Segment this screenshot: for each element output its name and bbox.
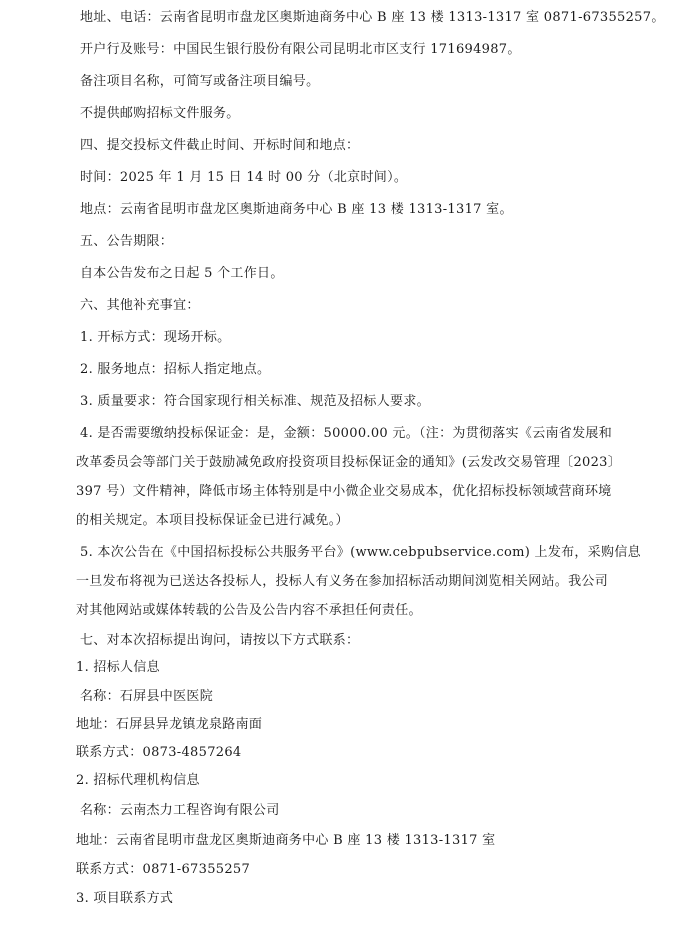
item-2-line: 2. 服务地点：招标人指定地点。 <box>80 362 271 377</box>
section-6-heading: 六、其他补充事宜： <box>80 298 200 313</box>
item-5-line-3: 对其他网站或媒体转载的公告及公告内容不承担任何责任。 <box>76 603 422 618</box>
no-mail-line: 不提供邮购招标文件服务。 <box>80 106 240 121</box>
item-4-line-3: 397 号）文件精神，降低市场主体特别是中小微企业交易成本，优化招标投标领域营商环境 <box>76 484 612 499</box>
section-4-heading: 四、提交投标文件截止时间、开标时间和地点： <box>80 138 360 153</box>
section-7-heading: 七、对本次招标提出询问，请按以下方式联系： <box>80 633 360 648</box>
tenderer-name-line: 名称：石屏县中医医院 <box>80 689 214 704</box>
project-contact-heading: 3. 项目联系方式 <box>76 891 174 906</box>
tenderer-info-heading: 1. 招标人信息 <box>76 660 160 675</box>
agency-name-line: 名称：云南杰力工程咨询有限公司 <box>80 803 280 818</box>
remark-line: 备注项目名称，可简写或备注项目编号。 <box>80 74 320 89</box>
agency-address-line: 地址：云南省昆明市盘龙区奥斯迪商务中心 B 座 13 楼 1313-1317 室 <box>76 833 496 848</box>
item-4-line-1: 4. 是否需要缴纳投标保证金：是，金额：50000.00 元。（注：为贯彻落实《云南省发展和 <box>80 426 612 441</box>
item-5-line-2: 一旦发布将视为已送达各投标人，投标人有义务在参加招标活动期间浏览相关网站。我公司 <box>76 574 609 589</box>
item-3-line: 3. 质量要求：符合国家现行相关标准、规范及招标人要求。 <box>80 394 430 409</box>
deadline-place-line: 地点：云南省昆明市盘龙区奥斯迪商务中心 B 座 13 楼 1313-1317 室。 <box>80 202 513 217</box>
item-4-line-2: 改革委员会等部门关于鼓励减免政府投资项目投标保证金的通知》(云发改交易管理〔2023〕 <box>76 455 622 470</box>
tenderer-address-line: 地址：石屏县异龙镇龙泉路南面 <box>76 717 263 732</box>
bank-account-line: 开户行及账号：中国民生银行股份有限公司昆明北市区支行 171694987。 <box>80 42 521 57</box>
section-5-heading: 五、公告期限： <box>80 234 174 249</box>
deadline-time-line: 时间：2025 年 1 月 15 日 14 时 00 分（北京时间）。 <box>80 170 408 185</box>
item-4-line-4: 的相关规定。本项目投标保证金已进行减免。） <box>76 513 349 528</box>
tenderer-contact-line: 联系方式：0873-4857264 <box>76 745 242 760</box>
item-5-line-1: 5. 本次公告在《中国招标投标公共服务平台》(www.cebpubservice.com) 上发布，采购信息 <box>80 545 641 560</box>
address-phone-line: 地址、电话：云南省昆明市盘龙区奥斯迪商务中心 B 座 13 楼 1313-1317 室 0871-67355257。 <box>80 10 665 25</box>
item-1-line: 1. 开标方式：现场开标。 <box>80 330 231 345</box>
agency-contact-line: 联系方式：0871-67355257 <box>76 862 251 877</box>
notice-period-line: 自本公告发布之日起 5 个工作日。 <box>80 266 284 281</box>
agency-info-heading: 2. 招标代理机构信息 <box>76 773 200 788</box>
